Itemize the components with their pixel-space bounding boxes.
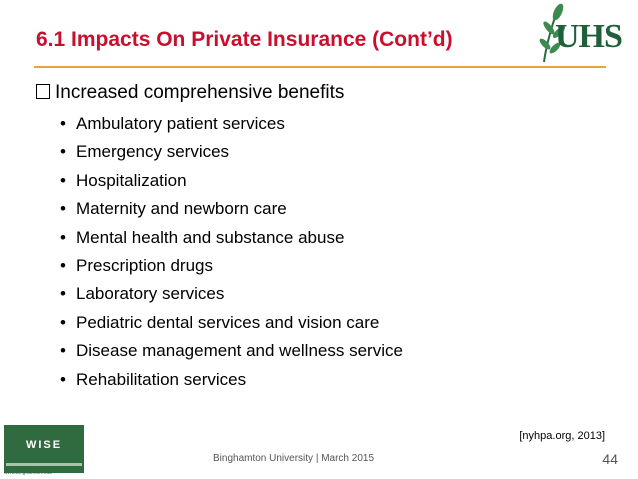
bullet-dot-icon: • <box>60 170 66 190</box>
citation: [nyhpa.org, 2013] <box>519 430 605 442</box>
list-item: • Maternity and newborn care <box>60 197 403 225</box>
footer-text: Binghamton University | March 2015 <box>213 453 375 464</box>
bullet-dot-icon: • <box>60 341 66 361</box>
wise-logo <box>4 425 84 473</box>
slide-title: 6.1 Impacts On Private Insurance (Cont’d) <box>36 28 453 51</box>
bullet-dot-icon: • <box>60 227 66 247</box>
bullet-dot-icon: • <box>60 255 66 275</box>
main-bullet <box>36 82 344 104</box>
bullet-dot-icon: • <box>60 369 66 389</box>
uhs-logo-text: UHS <box>555 18 622 55</box>
page-number: 44 <box>602 451 618 467</box>
wise-logo-text: WISE <box>25 439 63 451</box>
list-item: • Emergency services <box>60 140 403 168</box>
bullet-dot-icon: • <box>60 199 66 219</box>
bullet-dot-icon: • <box>60 312 66 332</box>
bullet-dot-icon: • <box>60 284 66 304</box>
list-item: • Pediatric dental services and vision care <box>60 311 403 339</box>
benefits-list <box>60 112 403 396</box>
list-item: • Disease management and wellness service <box>60 339 403 367</box>
list-item: • Prescription drugs <box>60 254 403 282</box>
list-item: • Laboratory services <box>60 282 403 310</box>
main-bullet-text: Increased comprehensive benefits <box>55 82 345 103</box>
title-divider <box>34 66 606 68</box>
footer-url: www.binghamton.edu <box>4 470 52 476</box>
list-item: • Ambulatory patient services <box>60 112 403 140</box>
wise-logo-stripe <box>6 463 82 466</box>
bullet-dot-icon: • <box>60 142 66 162</box>
checkbox-bullet-icon <box>36 84 50 99</box>
list-item: • Rehabilitation services <box>60 368 403 396</box>
list-item: • Hospitalization <box>60 169 403 197</box>
list-item: • Mental health and substance abuse <box>60 226 403 254</box>
bullet-dot-icon: • <box>60 114 66 133</box>
